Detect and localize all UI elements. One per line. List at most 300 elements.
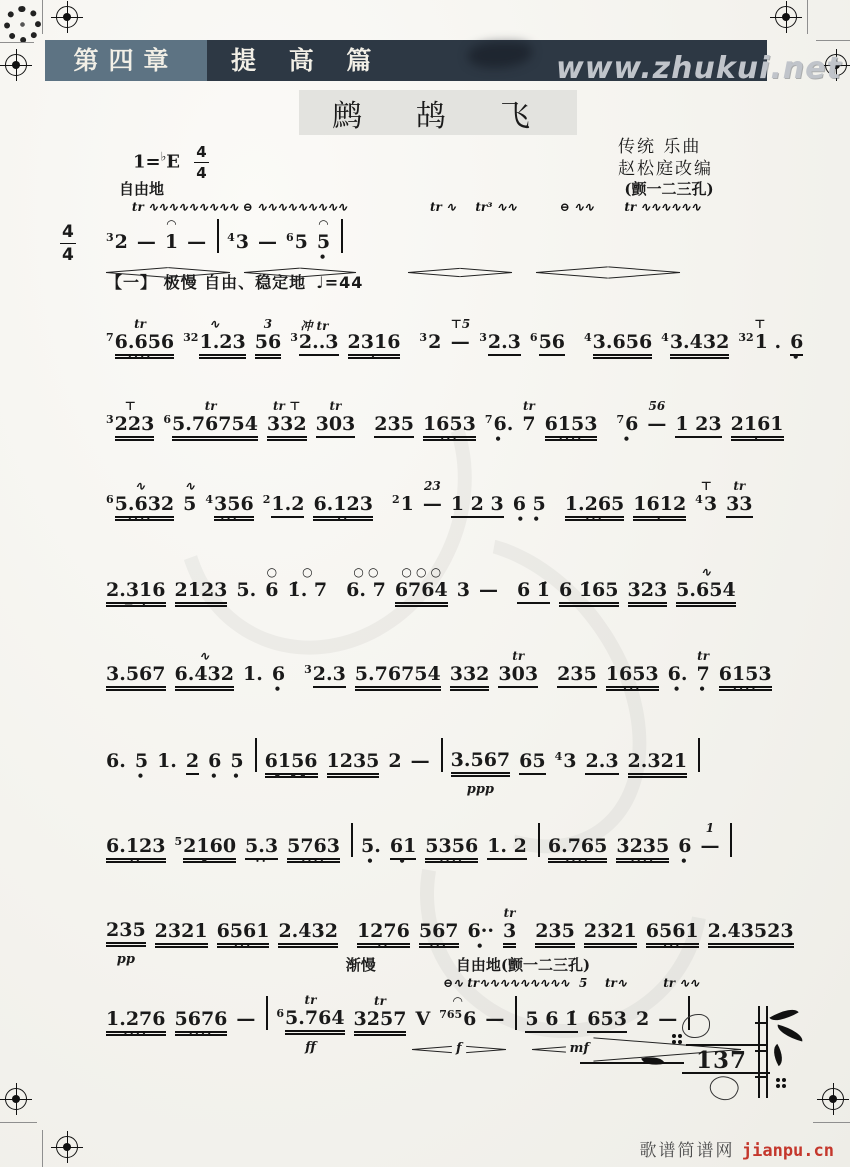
ornament-row	[106, 976, 754, 993]
ornament-mark	[531, 565, 535, 580]
ornament-mark	[497, 399, 501, 414]
octave-dots: ····	[565, 853, 590, 868]
note-group	[419, 317, 441, 363]
trill-mark: tr ∿∿∿∿∿∿∿∿∿ ⊖ ∿∿∿∿∿∿∿∿∿	[131, 200, 348, 214]
octave-dots	[485, 601, 491, 611]
note-text: 6.765	[548, 835, 608, 863]
note-group	[519, 736, 545, 782]
note-text: 303	[498, 663, 538, 688]
note-text: 2..3	[299, 331, 339, 356]
section-heading	[106, 270, 363, 293]
octave-dots	[294, 253, 300, 263]
ornament-row	[106, 382, 754, 399]
ornament-mark	[563, 736, 567, 751]
note-group	[290, 317, 338, 363]
octave-dots: ··	[255, 853, 268, 868]
note-text: 2160	[183, 835, 236, 863]
note-group	[392, 479, 414, 525]
ornament-mark	[447, 399, 451, 414]
grace-note: 6	[529, 331, 538, 344]
ornament-mark	[461, 565, 465, 580]
note-group	[155, 906, 208, 952]
octave-dots: ····	[558, 431, 584, 446]
note-text: 5763	[287, 835, 340, 863]
ornament-mark: tr	[512, 649, 525, 663]
ornament-mark: tr ⊤	[272, 399, 301, 413]
note-text: 56	[255, 331, 281, 359]
grace-note: 4	[584, 331, 592, 344]
octave-dots	[392, 772, 398, 782]
ornament-mark	[498, 317, 502, 332]
note-group	[287, 821, 340, 867]
note-group	[346, 565, 386, 611]
ornament-mark	[641, 821, 645, 836]
notes-row	[106, 821, 754, 867]
note-text: —	[422, 493, 442, 515]
note-text: 7	[522, 413, 536, 435]
trill-mark: ⊖∿ tr∿∿∿∿∿∿∿∿∿	[442, 976, 570, 990]
octave-dots	[599, 772, 605, 782]
note-text: 356	[214, 493, 254, 521]
note-group	[517, 565, 550, 611]
octave-dots	[114, 253, 120, 263]
octave-dots: •	[200, 853, 211, 868]
ornament-mark	[401, 821, 405, 836]
ornament-mark	[124, 905, 128, 920]
note-text: —	[658, 1008, 678, 1030]
ornament-mark	[369, 821, 373, 836]
note-group	[106, 736, 126, 782]
notes-row	[106, 317, 804, 364]
hairpin	[412, 1043, 452, 1055]
note-group	[265, 565, 278, 611]
octave-dots	[187, 515, 193, 525]
note-text: 2	[388, 750, 402, 772]
bamboo-leaf-icon	[769, 1004, 798, 1027]
hairpin	[460, 266, 512, 278]
ornament-mark	[165, 736, 169, 751]
music-line	[106, 300, 804, 364]
note-text: 3	[563, 750, 577, 772]
trill-mark: tr∿	[604, 976, 627, 990]
ornament-mark	[493, 994, 497, 1009]
ornament-row	[106, 632, 754, 649]
octave-dots: • ••	[273, 768, 309, 783]
note-text: 6.	[493, 413, 514, 435]
note-group	[513, 479, 546, 525]
note-group	[265, 736, 318, 782]
octave-dots	[168, 253, 174, 263]
octave-dots: ···	[440, 431, 459, 446]
barline	[217, 219, 219, 253]
ornament-mark	[600, 736, 604, 751]
barline	[730, 823, 732, 857]
note-group	[272, 649, 285, 695]
time-signature: $\frac{4}{4}$	[196, 143, 207, 182]
octave-dots	[639, 1030, 645, 1040]
note-text: 5	[183, 493, 197, 515]
score-element: 4	[62, 221, 74, 242]
ornament-mark	[675, 649, 679, 664]
octave-dots	[504, 857, 510, 867]
key-letter: E	[166, 151, 181, 173]
note-text: 2321	[155, 920, 208, 948]
octave-dots: ···	[622, 681, 642, 696]
note-text: —	[478, 579, 498, 601]
note-group	[628, 736, 688, 782]
note-group	[230, 736, 243, 782]
hairpin	[536, 266, 608, 278]
ornament-mark	[393, 736, 397, 751]
octave-dots	[529, 772, 535, 782]
grace-note: 6	[106, 493, 114, 506]
note-group	[485, 399, 514, 445]
note-text: 6156	[265, 750, 318, 778]
note-text: 2321	[584, 920, 637, 948]
octave-dots: ····	[123, 1026, 149, 1041]
note-text: 5.764	[285, 1007, 345, 1035]
note-text: 56	[539, 331, 565, 356]
octave-dots	[280, 515, 286, 525]
music-line	[62, 180, 754, 279]
section-marker: 【一】	[106, 273, 164, 292]
note-text: 5 6 1̇	[525, 1008, 578, 1033]
grace-note: 4	[661, 331, 669, 344]
note-text: 2.43523	[708, 920, 794, 948]
octave-dots	[420, 1030, 426, 1040]
octave-dots	[707, 857, 713, 867]
note-text: 2.432	[278, 920, 338, 948]
ornament-mark	[655, 736, 659, 751]
octave-dots	[429, 515, 435, 525]
ornament-mark: ⊤	[124, 399, 136, 413]
octave-dots	[417, 772, 423, 782]
octave-dots: ····	[301, 853, 326, 868]
ornament-mark	[311, 821, 315, 836]
note-group	[678, 821, 691, 867]
ornament-mark	[645, 565, 649, 580]
note-group	[205, 479, 253, 525]
note-text: 5.3	[245, 835, 278, 860]
octave-dots	[332, 435, 338, 445]
note-group	[243, 649, 263, 695]
ornament-mark	[605, 994, 609, 1009]
note-group	[628, 565, 668, 611]
ornament-mark	[530, 736, 534, 751]
note-text: 2	[428, 331, 442, 353]
note-group	[361, 821, 381, 867]
octave-dots	[164, 772, 170, 782]
octave-dots	[427, 353, 433, 363]
flat-sign: ♭	[160, 149, 167, 164]
note-text: 1276	[357, 920, 410, 948]
ornament-mark	[351, 736, 355, 751]
ornament-mark	[658, 479, 662, 494]
dynamic-mark: mf	[569, 1041, 589, 1057]
note-text: 1 23	[675, 413, 721, 438]
note-group	[439, 994, 476, 1040]
barline	[351, 823, 353, 857]
ornament-mark	[640, 994, 644, 1009]
note-text: 6.123	[313, 493, 373, 521]
note-text: 6 1̇65	[559, 579, 619, 607]
note-group	[468, 906, 494, 952]
note-text: 6.123	[106, 835, 166, 863]
octave-dots	[311, 353, 317, 363]
note-text: 6··	[467, 920, 494, 942]
ornament-mark	[743, 649, 747, 664]
octave-dots	[178, 942, 184, 952]
note-group	[633, 479, 686, 525]
grace-note: 3	[106, 231, 114, 244]
notes-row	[106, 479, 754, 525]
note-text: 6.	[667, 663, 688, 685]
note-group	[695, 479, 717, 525]
ornament-mark: tr	[374, 994, 386, 1008]
note-text: 1	[164, 231, 179, 253]
note-group	[374, 399, 414, 445]
note-text: 332	[267, 413, 307, 441]
ornament-mark	[392, 399, 396, 414]
grace-note: 5	[174, 835, 183, 848]
grace-note: 32	[183, 331, 199, 344]
note-text: 2.321	[628, 750, 688, 778]
octave-dots: ···	[220, 511, 239, 526]
note-group	[316, 399, 356, 445]
ornament-mark	[227, 479, 231, 494]
octave-dots	[113, 772, 119, 782]
ornament-mark	[134, 821, 138, 836]
note-text: 6	[463, 1008, 477, 1030]
octave-dots	[526, 435, 532, 445]
notes-row	[106, 565, 754, 611]
metronome-mark: ♩=44	[316, 273, 364, 292]
ornament-mark	[115, 217, 119, 232]
ornament-mark	[630, 649, 634, 664]
grace-note: 3	[106, 413, 114, 426]
octave-dots	[644, 601, 650, 611]
octave-dots	[736, 515, 742, 525]
tempo-label: 自由地	[118, 180, 164, 198]
ornament-mark	[396, 649, 400, 664]
note-group	[255, 317, 281, 363]
note-group	[498, 649, 538, 695]
octave-dots	[133, 685, 139, 695]
barline	[441, 738, 443, 772]
ornament-mark	[276, 649, 280, 664]
note-text: 1.	[243, 663, 263, 685]
note-text: —	[236, 1008, 256, 1030]
flower-ornament-icon	[706, 1071, 742, 1105]
ornament-mark	[306, 906, 310, 921]
note-group	[450, 649, 490, 695]
note-text: 235	[557, 663, 597, 688]
ornament-mark	[203, 821, 207, 836]
note-group	[106, 217, 128, 263]
octave-dots	[530, 601, 536, 611]
octave-dots: ···	[429, 938, 448, 953]
ornament-row	[106, 804, 754, 821]
octave-dots: •	[494, 431, 504, 446]
note-group	[106, 565, 166, 611]
octave-dots	[264, 253, 270, 263]
note-group	[354, 994, 407, 1040]
note-text: 1 .	[754, 331, 782, 353]
page-number: 137	[696, 1047, 748, 1074]
trill-mark: tr³ ∿∿	[475, 200, 517, 214]
octave-dots	[305, 942, 311, 952]
note-group	[355, 649, 441, 695]
grace-note: 3	[304, 663, 312, 676]
note-text: 65	[519, 750, 545, 775]
note-group	[313, 479, 373, 525]
ornament-mark: ◠	[166, 217, 177, 231]
ornament-mark: ∿	[209, 317, 220, 331]
note-text: 332	[450, 663, 490, 691]
note-text: 2	[186, 750, 199, 775]
note-text: 6. 7	[346, 579, 386, 601]
note-group	[676, 565, 736, 611]
note-group	[390, 821, 416, 867]
note-text: 6153	[719, 663, 772, 691]
note-text: 1̇. 7	[287, 579, 328, 601]
octave-dots: •	[698, 681, 708, 696]
credit-arranger: 赵松庭改编	[618, 159, 713, 179]
notes-row	[106, 735, 754, 797]
ornament-mark	[401, 479, 405, 494]
credit-source: 传统 乐曲	[618, 137, 702, 157]
note-group	[135, 736, 148, 782]
trill-mark: 5	[579, 976, 588, 990]
note-group	[661, 317, 729, 363]
note-group	[487, 821, 527, 867]
ornament-mark	[475, 479, 479, 494]
note-text: 5	[134, 750, 149, 772]
ornament-mark	[479, 906, 483, 921]
note-group	[278, 906, 338, 952]
note-group	[700, 821, 719, 867]
octave-dots: ····	[127, 349, 153, 364]
note-group	[157, 736, 177, 782]
ornament-mark: tr	[204, 399, 217, 413]
note-text: 6.	[106, 750, 126, 772]
octave-dots	[457, 353, 463, 363]
ornament-mark	[527, 479, 531, 494]
octave-dots	[455, 1030, 461, 1040]
ornament-mark: ∿	[700, 565, 711, 579]
octave-dots	[198, 601, 204, 611]
note-group	[423, 479, 442, 525]
octave-dots	[307, 1029, 313, 1039]
note-text: 235	[374, 413, 414, 438]
staff-time-signature	[60, 222, 76, 265]
ornament-mark: ⊤5	[450, 317, 471, 331]
ornament-mark	[486, 565, 490, 580]
grace-note: 7	[106, 331, 114, 344]
ornament-mark: 1	[705, 821, 715, 835]
note-group	[587, 994, 627, 1040]
note-text: 5.76754	[355, 663, 441, 691]
octave-dots: ···	[585, 511, 604, 526]
octave-dots	[477, 771, 483, 781]
octave-dots: ····	[188, 1026, 214, 1041]
chapter-label: 第四章	[45, 40, 207, 81]
note-text: 6	[271, 663, 286, 685]
octave-dots	[391, 435, 397, 445]
octave-dots	[562, 772, 568, 782]
note-text: 6 5	[512, 493, 546, 515]
ornament-mark	[478, 735, 482, 750]
grace-note: 6	[163, 413, 171, 426]
notes-row	[106, 649, 772, 696]
note-text: 5.	[236, 579, 257, 601]
grace-note: 765	[439, 1008, 463, 1021]
music-line	[106, 462, 754, 525]
barline	[515, 996, 517, 1030]
grace-note: 2	[262, 493, 271, 506]
note-text: 2	[114, 231, 128, 253]
note-group	[584, 906, 637, 952]
note-text: 5	[230, 750, 244, 772]
note-group	[450, 317, 470, 363]
ornament-mark: ○	[302, 565, 313, 579]
ornament-mark	[575, 649, 579, 664]
ornament-mark: tr	[329, 399, 342, 413]
ornament-mark	[696, 399, 700, 414]
note-text: 6561	[217, 920, 270, 948]
page-number-ornament	[648, 1006, 808, 1106]
note-group	[535, 906, 575, 952]
note-text: 6 1̇	[517, 579, 550, 604]
note-text: 3	[703, 493, 718, 515]
ornament-mark	[281, 479, 285, 494]
octave-dots	[250, 685, 256, 695]
octave-dots	[607, 942, 613, 952]
ornament-mark	[450, 821, 454, 836]
note-group	[186, 736, 199, 782]
note-group	[286, 217, 308, 263]
note-group	[522, 399, 535, 445]
note-text: 5356	[425, 835, 478, 863]
octave-dots: ··	[129, 853, 142, 868]
octave-dots: ····	[127, 511, 153, 526]
note-text: 3	[503, 920, 516, 948]
trill-mark: tr ∿	[430, 200, 457, 214]
music-line	[106, 804, 754, 867]
ornament-mark	[139, 736, 143, 751]
octave-dots	[703, 515, 709, 525]
octave-dots	[497, 353, 503, 363]
ornament-mark: 3	[263, 317, 273, 331]
octave-dots: ···	[233, 938, 253, 953]
ornament-mark: tr	[523, 399, 535, 413]
octave-dots	[654, 435, 660, 445]
note-text: 1.276	[106, 1008, 166, 1036]
note-text: 6	[790, 331, 803, 356]
note-group	[163, 399, 258, 445]
grace-note: 7	[616, 413, 625, 426]
ornament-mark	[341, 479, 345, 494]
ornament-mark	[587, 565, 591, 580]
note-group	[738, 317, 781, 363]
note-group: 3.567 ppp	[451, 735, 511, 782]
ornament-mark	[144, 217, 148, 232]
ornament-mark	[199, 565, 203, 580]
note-text: 2.3	[313, 663, 346, 688]
octave-dots	[615, 353, 621, 363]
ornament-mark	[755, 399, 759, 414]
note-group	[137, 217, 156, 263]
